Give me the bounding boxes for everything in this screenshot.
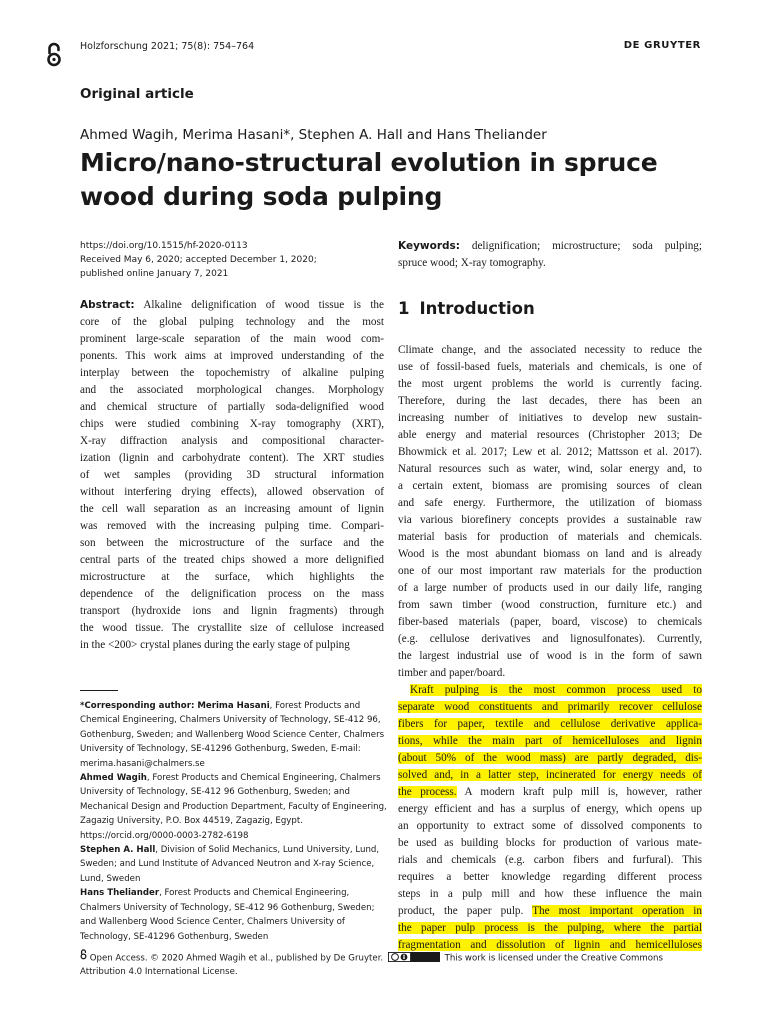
footnote-text: , Division of Solid Mechanics, Lund University, Lund, Sweden; and Lund Institute of Advanced Neutron and X-ray Science, Lund, Sweden — [80, 845, 380, 884]
intro-line: an opportunity to extract some of dissolved components to — [398, 820, 702, 832]
received-date: Received May 6, 2020; accepted December 1, 2020; — [80, 255, 317, 265]
intro-line: increasing number of initiatives to develop new sustain- — [398, 412, 702, 424]
article-type: Original article — [80, 86, 194, 102]
abstract-line: X-ray diffraction analysis and compositional character- — [80, 435, 384, 447]
highlighted-text: separate wood constituents and primarily recover cellulose — [398, 701, 702, 713]
footnote-divider — [80, 690, 118, 691]
highlighted-text: the paper pulp process is the pulping, where the partial — [398, 922, 702, 934]
footnote-author — [80, 886, 390, 944]
open-access-icon — [46, 42, 62, 73]
abstract-line: of wet samples (providing 3D structural information — [80, 469, 384, 481]
abstract-line: in the <200> crystal planes during the early stage of pulping — [80, 639, 350, 651]
footnote-author — [80, 771, 390, 843]
highlighted-text: Kraft pulping is the most common process used to — [410, 684, 702, 696]
footnotes — [80, 699, 390, 944]
abstract-line: ization (lignin and carbohydrate content). The XRT studies — [80, 452, 384, 464]
open-access-text: Open Access. © 2020 Ahmed Wagih et al., published by De Gruyter. — [87, 953, 384, 964]
publisher-name: DE GRUYTER — [623, 40, 701, 51]
footnote-label: Stephen A. Hall — [80, 845, 156, 856]
keywords-label: Keywords: — [398, 240, 460, 252]
intro-line: fiber-based materials (paper, board, viscose) to chemicals — [398, 616, 702, 628]
intro-line: and safe energy. Furthermore, the utilization of biomass — [398, 497, 702, 509]
abstract-line: Alkaline delignification of wood tissue is the — [134, 299, 384, 311]
keywords — [398, 238, 702, 272]
open-access-icon — [80, 949, 87, 965]
intro-line: use of fossil-based fuels, materials and chemicals, is one of — [398, 361, 702, 373]
license-notice — [80, 950, 700, 979]
author-list: Ahmed Wagih, Merima Hasani*, Stephen A. Hall and Hans Theliander — [80, 127, 547, 143]
intro-line: one of our most important raw materials for the production — [398, 565, 702, 577]
intro-line: the largest industrial use of wood is in the form of sawn — [398, 650, 702, 662]
intro-line: A modern kraft pulp mill is, however, rather — [456, 786, 702, 798]
intro-line: be used as building blocks for production of various mate- — [398, 837, 702, 849]
highlighted-text: fibers for paper, textile and cellulose derivative applica- — [398, 718, 702, 730]
intro-line: from sawn timber (wood construction, furniture etc.) and — [398, 599, 702, 611]
article-meta — [80, 239, 317, 281]
abstract-line: ponents. This work aims at improved understanding of the — [80, 350, 384, 362]
intro-line: Bhowmick et al. 2017; Lew et al. 2012; Mattsson et al. 2017). — [398, 446, 702, 458]
highlighted-text: fragmentation and dissolution of lignin and hemicelluloses — [398, 939, 702, 951]
highlighted-text: The most important operation in — [532, 905, 702, 917]
abstract-line: microstructure at the surface, which highlights the — [80, 571, 384, 583]
abstract-label: Abstract: — [80, 299, 135, 311]
footnote-label: *Corresponding author: Merima Hasani — [80, 701, 270, 711]
section-heading — [398, 299, 535, 318]
journal-citation: Holzforschung 2021; 75(8): 754–764 — [80, 41, 255, 52]
abstract-line: the cell wall separation as an increasing amount of lignin — [80, 503, 384, 515]
intro-line: product, the paper pulp. — [398, 905, 533, 917]
abstract-line: interplay between the topochemistry of alkaline pulping — [80, 367, 384, 379]
intro-line: Therefore, during the last decades, there has been an — [398, 395, 702, 407]
introduction-body — [398, 342, 702, 954]
highlighted-text: tions, while the main part of hemicelluloses and lignin — [398, 735, 702, 747]
intro-line: Wood is the most abundant biomass on land and is already — [398, 548, 702, 560]
abstract-line: transport (hydroxide ions and lignin fragments) through — [80, 605, 384, 617]
abstract-line: central parts of the treated chips showed a more delignified — [80, 554, 384, 566]
abstract-line: the wood tissue. The crystallite size of cellulose increased — [80, 622, 384, 634]
intro-line: rials and chemicals (e.g. carbon fibers and furfural). This — [398, 854, 702, 866]
published-date: published online January 7, 2021 — [80, 269, 229, 279]
intro-line: via various biorefinery concepts provides a sustainable raw — [398, 514, 702, 526]
intro-line: the most urgent problems the world is currently facing. — [398, 378, 702, 390]
intro-line: Climate change, and the associated necessity to reduce the — [398, 344, 702, 356]
license-text: This work is licensed under the Creative Commons Attribution 4.0 International License. — [80, 953, 663, 977]
abstract-line: prominent large-scale separation of the main wood com- — [80, 333, 384, 345]
intro-line: (e.g. cellulose derivatives and lignosulfonates). Currently, — [398, 633, 702, 645]
intro-line: a certain extent, biomass are promising sources of clean — [398, 480, 702, 492]
intro-line: energy efficient and has a surplus of energy, which opens up — [398, 803, 702, 815]
intro-line: of a large number of products used in our daily life, ranging — [398, 582, 702, 594]
highlighted-text: the process. — [398, 786, 457, 798]
intro-line: Natural resources such as water, wind, solar energy and, to — [398, 463, 702, 475]
highlighted-text: solved and, in a latter step, incinerated for energy needs of — [398, 769, 702, 781]
abstract-line: and chemical structure of partially soda-delignified wood — [80, 401, 384, 413]
abstract-line: without interfering drying effects), allowed observation of — [80, 486, 384, 498]
highlighted-text: (about 50% of the wood mass) are partly degraded, dis- — [398, 752, 702, 764]
intro-line: requires a better knowledge regarding different process — [398, 871, 702, 883]
footnote-text: , Forest Products and Chemical Engineering, Chalmers University of Technology, SE-412 96, Gothenburg, Sweden; and Wallenberg Wood Science Center, Chalmers University of Technology, SE-41296 Gothenburg, Sweden, E-mail: merima.hasani@chalmers.se — [80, 701, 385, 769]
intro-line: steps in a pulp mill and how these influence the main — [398, 888, 702, 900]
keywords-line: delignification; microstructure; soda pulping; — [459, 240, 702, 252]
section-number: 1 — [398, 299, 410, 318]
abstract-line: dependence of the delignification process on the mass — [80, 588, 384, 600]
abstract-line: was removed with the increasing pulping time. Compari- — [80, 520, 384, 532]
footnote-author — [80, 843, 390, 886]
section-title: Introduction — [419, 299, 535, 318]
footnote-corresponding — [80, 699, 390, 771]
abstract-line: core of the global pulping technology and the most — [80, 316, 384, 328]
intro-line: material basis for production of materials and chemicals. — [398, 531, 702, 543]
abstract-line: chips were studied combining X-ray tomography (XRT), — [80, 418, 384, 430]
footnote-text: , Forest Products and Chemical Engineering, Chalmers University of Technology, SE-412 96 Gothenburg, Sweden; and Wallenberg Wood Science Center, Chalmers University of Technology, SE-41296 Gothenburg, Sweden — [80, 888, 375, 942]
abstract-line: and the associated morphological changes. Morphology — [80, 384, 384, 396]
abstract-line: son between the microstructure of the surface and the — [80, 537, 384, 549]
abstract — [80, 297, 384, 654]
cc-by-badge[interactable] — [388, 952, 440, 962]
footnote-label: Hans Theliander — [80, 888, 160, 899]
footnote-label: Ahmed Wagih — [80, 773, 147, 784]
keywords-line: spruce wood; X-ray tomography. — [398, 257, 546, 269]
intro-line: timber and paper/board. — [398, 667, 506, 679]
article-title: Micro/nano-structural evolution in spruce wood during soda pulping — [80, 148, 658, 211]
footnote-text: , Forest Products and Chemical Engineering, Chalmers University of Technology, SE-412 96 Gothenburg, Sweden; and Mechanical Design and Production Department, Faculty of Engineering, Zagazig University, P.O. Box 44519, Zagazig, Egypt. https://orcid.org/0000-0003-2782-6198 — [80, 773, 387, 841]
doi-link[interactable]: https://doi.org/10.1515/hf-2020-0113 — [80, 241, 248, 251]
intro-line: able energy and material resources (Christopher 2013; De — [398, 429, 702, 441]
